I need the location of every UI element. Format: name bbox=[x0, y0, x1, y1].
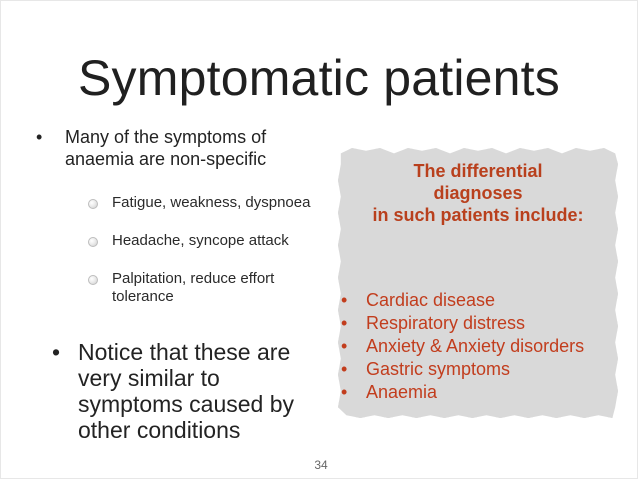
circle-bullet-icon bbox=[88, 199, 98, 209]
differential-item-text: Anxiety & Anxiety disorders bbox=[366, 336, 585, 356]
differential-item bbox=[341, 381, 615, 404]
bullet-point: • bbox=[341, 382, 348, 402]
circle-bullet-icon bbox=[88, 275, 98, 285]
slide-title: Symptomatic patients bbox=[78, 50, 560, 106]
bullet-point: • bbox=[341, 290, 348, 310]
main-bullet-text: Many of the symptoms of anaemia are non-specific bbox=[65, 127, 267, 169]
bullet-point: • bbox=[341, 313, 348, 333]
sub-bullet-item bbox=[88, 194, 328, 212]
sub-bullet-item bbox=[88, 270, 328, 306]
differential-heading-line: in such patients include: bbox=[372, 205, 584, 225]
differential-item bbox=[341, 289, 615, 312]
differential-item bbox=[341, 312, 615, 335]
differential-heading bbox=[338, 160, 618, 226]
sub-bullet-text: Fatigue, weakness, dyspnoea bbox=[112, 194, 311, 211]
circle-bullet-icon bbox=[88, 237, 98, 247]
differential-item-text: Anaemia bbox=[366, 382, 438, 402]
notice-bullet-text: Notice that these are very similar to symptoms caused by other conditions bbox=[78, 339, 295, 443]
sub-bullet-text: Palpitation, reduce effort tolerance bbox=[112, 270, 275, 305]
differential-list bbox=[341, 289, 615, 404]
sub-bullet-item bbox=[88, 232, 328, 250]
differential-heading-line: The differential bbox=[413, 161, 543, 181]
bullet-point: • bbox=[341, 359, 348, 379]
notice-bullet bbox=[52, 339, 312, 443]
differential-item-text: Respiratory distress bbox=[366, 313, 526, 333]
main-bullet bbox=[36, 126, 306, 170]
differential-heading-line: diagnoses bbox=[433, 183, 523, 203]
differential-item bbox=[341, 358, 615, 381]
bullet-point: • bbox=[341, 336, 348, 356]
bullet-point: • bbox=[36, 127, 43, 147]
differential-item-text: Cardiac disease bbox=[366, 290, 496, 310]
differential-item bbox=[341, 335, 615, 358]
symptom-sub-list bbox=[88, 194, 328, 306]
bullet-point: • bbox=[52, 339, 61, 365]
page-number: 34 bbox=[314, 458, 328, 472]
differential-item-text: Gastric symptoms bbox=[366, 359, 511, 379]
sub-bullet-text: Headache, syncope attack bbox=[112, 232, 289, 249]
